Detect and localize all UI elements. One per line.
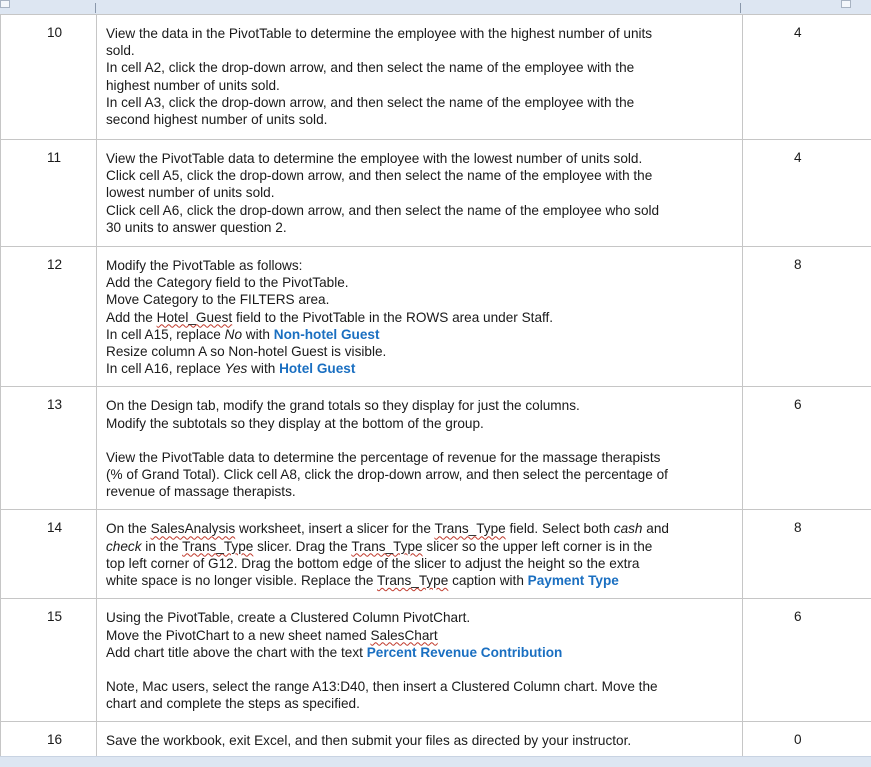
table-row <box>1 510 871 599</box>
instruction-line: Add the Category field to the PivotTable. <box>106 274 734 291</box>
points-value: 4 <box>743 15 871 41</box>
instruction-line: Modify the PivotTable as follows: <box>106 257 734 274</box>
text-run: with <box>242 327 274 342</box>
instruction-line: highest number of units sold. <box>106 77 734 94</box>
points-value: 6 <box>743 387 871 413</box>
instruction-line <box>106 326 734 343</box>
highlight-value: Payment Type <box>528 573 619 588</box>
text-run: Move the PivotChart to a new sheet named <box>106 628 370 643</box>
instruction-line: Using the PivotTable, create a Clustered Column PivotChart. <box>106 609 734 626</box>
old-value: No <box>225 327 242 342</box>
ruler-tick <box>740 3 741 13</box>
field-name: Trans_Type <box>351 539 422 554</box>
step-number: 16 <box>1 722 96 748</box>
points-cell <box>743 140 871 247</box>
instruction-line <box>106 627 734 644</box>
instruction-line: sold. <box>106 42 734 59</box>
highlight-value: Hotel Guest <box>279 361 355 376</box>
instruction-line <box>106 538 734 555</box>
text-run: Add the <box>106 310 157 325</box>
text-run: Add chart title above the chart with the text <box>106 645 367 660</box>
instruction-line: Save the workbook, exit Excel, and then submit your files as directed by your instructor. <box>106 732 734 749</box>
instruction-line: 30 units to answer question 2. <box>106 219 734 236</box>
points-value: 6 <box>743 599 871 625</box>
step-number-cell <box>1 387 97 510</box>
instruction-line: View the PivotTable data to determine the percentage of revenue for the massage therapists <box>106 449 734 466</box>
instruction-line <box>106 572 734 589</box>
instruction-line: On the Design tab, modify the grand totals so they display for just the columns. <box>106 397 734 414</box>
sheet-name: SalesAnalysis <box>151 521 236 536</box>
table-row <box>1 387 871 510</box>
text-run: field. Select both <box>506 521 614 536</box>
instruction-line: Move Category to the FILTERS area. <box>106 291 734 308</box>
table-row <box>1 599 871 722</box>
instruction-line: View the data in the PivotTable to determine the employee with the highest number of units <box>106 25 734 42</box>
step-number: 13 <box>1 387 96 413</box>
instruction-line: Resize column A so Non-hotel Guest is visible. <box>106 343 734 360</box>
points-value: 8 <box>743 510 871 536</box>
ruler-tick <box>95 3 96 13</box>
instruction-line: chart and complete the steps as specified. <box>106 695 734 712</box>
step-number-cell <box>1 722 97 759</box>
text-run: In cell A16, replace <box>106 361 225 376</box>
points-cell <box>743 599 871 722</box>
step-number: 15 <box>1 599 96 625</box>
field-name: Trans_Type <box>434 521 505 536</box>
instruction-line: Note, Mac users, select the range A13:D40, then insert a Clustered Column chart. Move the <box>106 678 734 695</box>
text-run: in the <box>142 539 183 554</box>
sheet-name: SalesChart <box>370 628 437 643</box>
instruction-line: top left corner of G12. Drag the bottom edge of the slicer to adjust the height so the extra <box>106 555 734 572</box>
step-number: 14 <box>1 510 96 536</box>
resize-handle[interactable] <box>841 0 851 8</box>
step-number-cell <box>1 599 97 722</box>
text-run: with <box>247 361 279 376</box>
text-run: and <box>643 521 669 536</box>
instruction-line: revenue of massage therapists. <box>106 483 734 500</box>
highlight-value: Non-hotel Guest <box>274 327 380 342</box>
text-run: worksheet, insert a slicer for the <box>235 521 434 536</box>
step-instructions <box>97 247 743 387</box>
points-cell <box>743 387 871 510</box>
step-number-cell <box>1 15 97 140</box>
instruction-line: Modify the subtotals so they display at the bottom of the group. <box>106 415 734 432</box>
table-row <box>1 247 871 387</box>
instruction-line <box>106 520 734 537</box>
text-run: In cell A15, replace <box>106 327 225 342</box>
bottom-bar <box>0 756 871 767</box>
points-cell <box>743 247 871 387</box>
old-value: Yes <box>225 361 248 376</box>
italic-term: check <box>106 539 142 554</box>
step-instructions <box>97 599 743 722</box>
instruction-line <box>106 309 734 326</box>
step-number: 11 <box>1 140 96 166</box>
text-run: field to the PivotTable in the ROWS area under Staff. <box>232 310 553 325</box>
step-number: 12 <box>1 247 96 273</box>
step-instructions <box>97 510 743 599</box>
text-run: slicer so the upper left corner is in the <box>423 539 653 554</box>
points-value: 4 <box>743 140 871 166</box>
text-run: white space is no longer visible. Replace the <box>106 573 377 588</box>
step-instructions <box>97 15 743 140</box>
text-run: slicer. Drag the <box>253 539 351 554</box>
step-instructions <box>97 722 743 759</box>
text-run: caption with <box>448 573 527 588</box>
instruction-line: second highest number of units sold. <box>106 111 734 128</box>
points-cell <box>743 722 871 759</box>
text-run: On the <box>106 521 151 536</box>
instruction-line <box>106 360 734 377</box>
resize-handle[interactable] <box>0 0 10 8</box>
step-number: 10 <box>1 15 96 41</box>
instruction-line: In cell A2, click the drop-down arrow, and then select the name of the employee with the <box>106 59 734 76</box>
table-row <box>1 15 871 140</box>
blank-line <box>106 432 734 449</box>
instruction-line: View the PivotTable data to determine the employee with the lowest number of units sold. <box>106 150 734 167</box>
step-instructions <box>97 387 743 510</box>
step-instructions <box>97 140 743 247</box>
step-number-cell <box>1 247 97 387</box>
blank-line <box>106 661 734 678</box>
table-row <box>1 722 871 759</box>
top-ruler <box>0 0 871 15</box>
instruction-line: Click cell A5, click the drop-down arrow, and then select the name of the employee with the <box>106 167 734 184</box>
highlight-value: Percent Revenue Contribution <box>367 645 563 660</box>
italic-term: cash <box>614 521 643 536</box>
instruction-line: Click cell A6, click the drop-down arrow, and then select the name of the employee who sold <box>106 202 734 219</box>
points-cell <box>743 510 871 599</box>
instruction-line <box>106 644 734 661</box>
instruction-line: (% of Grand Total). Click cell A8, click the drop-down arrow, and then select the percentage of <box>106 466 734 483</box>
step-number-cell <box>1 510 97 599</box>
step-number-cell <box>1 140 97 247</box>
steps-table <box>0 14 871 760</box>
instruction-line: In cell A3, click the drop-down arrow, and then select the name of the employee with the <box>106 94 734 111</box>
points-cell <box>743 15 871 140</box>
field-name: Hotel_Guest <box>157 310 233 325</box>
instruction-line: lowest number of units sold. <box>106 184 734 201</box>
field-name: Trans_Type <box>182 539 253 554</box>
table-row <box>1 140 871 247</box>
points-value: 8 <box>743 247 871 273</box>
field-name: Trans_Type <box>377 573 448 588</box>
points-value: 0 <box>743 722 871 748</box>
